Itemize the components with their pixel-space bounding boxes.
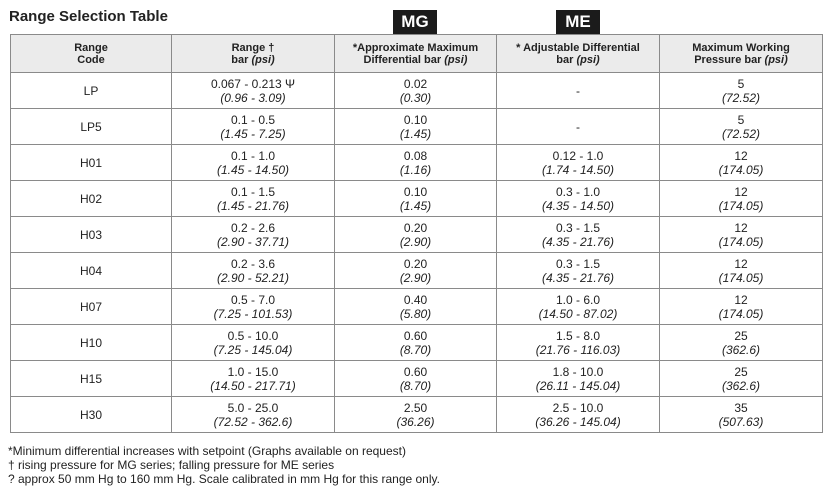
mg-series-badge: MG (393, 10, 437, 34)
cell-max-pressure: 12 (174.05) (660, 145, 823, 181)
cell-range-code: H10 (11, 325, 172, 361)
cell-me-differential: - (497, 73, 660, 109)
footnote-rising-falling: † rising pressure for MG series; falling pressure for ME series (8, 458, 335, 472)
header-max-pressure: Maximum Working Pressure bar (psi) (660, 35, 823, 73)
footnote-minimum-differential: *Minimum differential increases with setpoint (Graphs available on request) (8, 444, 406, 458)
cell-range-code: H15 (11, 361, 172, 397)
table-row (11, 397, 823, 433)
cell-range: 1.0 - 15.0 (14.50 - 217.71) (172, 361, 335, 397)
cell-mg-differential: 0.40 (5.80) (335, 289, 497, 325)
cell-range: 0.2 - 2.6 (2.90 - 37.71) (172, 217, 335, 253)
footnote-lp-range: ? approx 50 mm Hg to 160 mm Hg. Scale calibrated in mm Hg for this range only. (8, 472, 440, 486)
cell-me-differential: 0.12 - 1.0 (1.74 - 14.50) (497, 145, 660, 181)
cell-range: 5.0 - 25.0 (72.52 - 362.6) (172, 397, 335, 433)
cell-me-differential: 1.0 - 6.0 (14.50 - 87.02) (497, 289, 660, 325)
table-row (11, 361, 823, 397)
cell-max-pressure: 12 (174.05) (660, 181, 823, 217)
table-header-row (11, 35, 823, 73)
cell-mg-differential: 0.60 (8.70) (335, 361, 497, 397)
cell-range-code: H04 (11, 253, 172, 289)
cell-me-differential: 1.8 - 10.0 (26.11 - 145.04) (497, 361, 660, 397)
cell-me-differential: - (497, 109, 660, 145)
cell-mg-differential: 0.10 (1.45) (335, 109, 497, 145)
cell-mg-differential: 0.20 (2.90) (335, 253, 497, 289)
table-row (11, 145, 823, 181)
table-row (11, 253, 823, 289)
cell-max-pressure: 12 (174.05) (660, 253, 823, 289)
table-row (11, 181, 823, 217)
table-row (11, 289, 823, 325)
cell-range-code: LP (11, 73, 172, 109)
cell-mg-differential: 0.10 (1.45) (335, 181, 497, 217)
cell-range: 0.5 - 7.0 (7.25 - 101.53) (172, 289, 335, 325)
cell-mg-differential: 0.60 (8.70) (335, 325, 497, 361)
range-selection-table (10, 34, 823, 433)
cell-mg-differential: 2.50 (36.26) (335, 397, 497, 433)
me-series-badge: ME (556, 10, 600, 34)
cell-range-code: LP5 (11, 109, 172, 145)
cell-range-code: H07 (11, 289, 172, 325)
cell-max-pressure: 35 (507.63) (660, 397, 823, 433)
cell-range-code: H30 (11, 397, 172, 433)
cell-me-differential: 0.3 - 1.5 (4.35 - 21.76) (497, 253, 660, 289)
cell-mg-differential: 0.20 (2.90) (335, 217, 497, 253)
cell-max-pressure: 12 (174.05) (660, 289, 823, 325)
table-row (11, 217, 823, 253)
cell-me-differential: 1.5 - 8.0 (21.76 - 116.03) (497, 325, 660, 361)
cell-range-code: H03 (11, 217, 172, 253)
header-range-code: Range Code (11, 35, 172, 73)
page-title: Range Selection Table (9, 8, 168, 25)
header-me-differential: * Adjustable Differential bar (psi) (497, 35, 660, 73)
header-mg-differential: *Approximate Maximum Differential bar (psi) (335, 35, 497, 73)
cell-mg-differential: 0.08 (1.16) (335, 145, 497, 181)
cell-range: 0.1 - 1.5 (1.45 - 21.76) (172, 181, 335, 217)
table-row (11, 73, 823, 109)
cell-max-pressure: 25 (362.6) (660, 361, 823, 397)
cell-me-differential: 0.3 - 1.0 (4.35 - 14.50) (497, 181, 660, 217)
cell-range: 0.067 - 0.213 Ψ (0.96 - 3.09) (172, 73, 335, 109)
table-row (11, 109, 823, 145)
cell-range: 0.1 - 0.5 (1.45 - 7.25) (172, 109, 335, 145)
cell-max-pressure: 5 (72.52) (660, 109, 823, 145)
cell-range: 0.1 - 1.0 (1.45 - 14.50) (172, 145, 335, 181)
cell-max-pressure: 5 (72.52) (660, 73, 823, 109)
cell-me-differential: 0.3 - 1.5 (4.35 - 21.76) (497, 217, 660, 253)
cell-max-pressure: 12 (174.05) (660, 217, 823, 253)
table-row (11, 325, 823, 361)
footnotes (8, 444, 440, 486)
cell-range-code: H02 (11, 181, 172, 217)
cell-max-pressure: 25 (362.6) (660, 325, 823, 361)
cell-range-code: H01 (11, 145, 172, 181)
cell-mg-differential: 0.02 (0.30) (335, 73, 497, 109)
header-range: Range † bar (psi) (172, 35, 335, 73)
cell-range: 0.2 - 3.6 (2.90 - 52.21) (172, 253, 335, 289)
cell-range: 0.5 - 10.0 (7.25 - 145.04) (172, 325, 335, 361)
cell-me-differential: 2.5 - 10.0 (36.26 - 145.04) (497, 397, 660, 433)
